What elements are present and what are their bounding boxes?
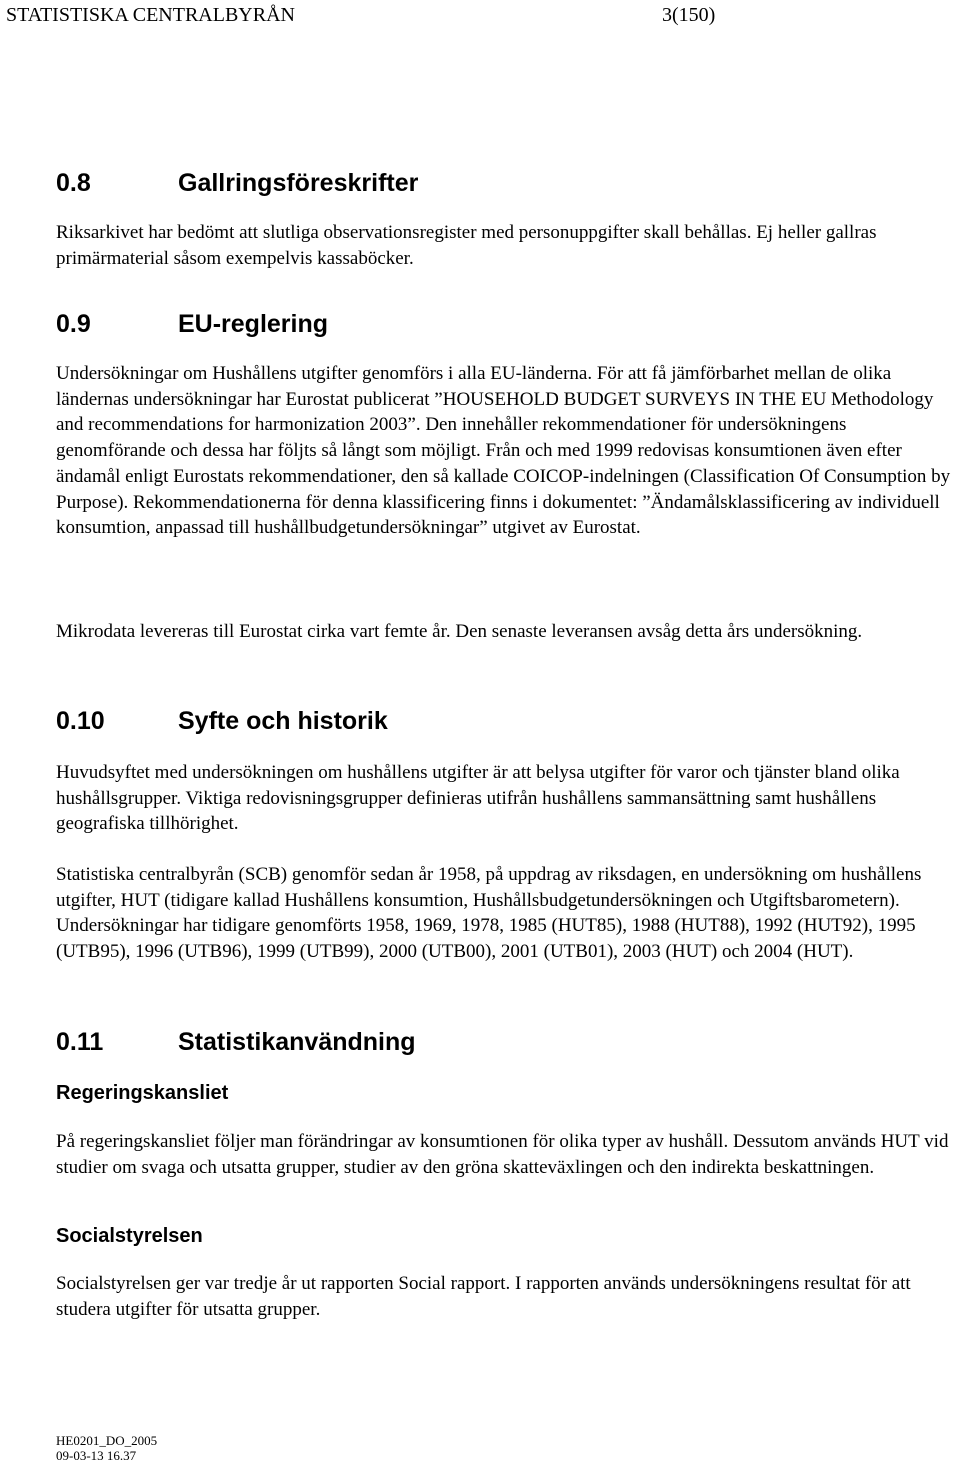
paragraph-eu-reglering: Undersökningar om Hushållens utgifter genomförs i alla EU-länderna. För att få jämförbarhet mellan de olika ländernas undersökningar har Eurostat publicerat ”HOUSEHOLD BUDGET SURVEYS IN THE EU Methodology and recommendations for harmonization 2003”. Den innehåller rekommendationer för undersökningens genomförande och dessa har följts så långt som möjligt. Från och med 1999 redovisas konsumtionen även efter ändamål enligt Eurostats rekommendationer, den så kallade COICOP-indelningen (Classification Of Consumption by Purpose). Rekommendationerna för denna klassificering finns i dokumentet: ”Ändamålsklassificering av individuell konsumtion, anpassad till hushållbudgetundersökningar” utgivet av Eurostat. xyxy=(56,363,951,539)
heading-title: Statistikanvändning xyxy=(178,1028,416,1056)
heading-number: 0.8 xyxy=(56,169,91,197)
heading-syfte-och-historik xyxy=(56,706,388,736)
paragraph-gallring: Riksarkivet har bedömt att slutliga observationsregister med personuppgifter skall behållas. Ej heller gallras primärmaterial såsom exempelvis kassaböcker. xyxy=(56,222,877,269)
heading-number: 0.9 xyxy=(56,310,91,338)
heading-eu-reglering xyxy=(56,309,328,339)
paragraph-scb-historik: Statistiska centralbyrån (SCB) genomför sedan år 1958, på uppdrag av riksdagen, en undersökning om hushållens utgifter, HUT (tidigare kallad Hushållens konsumtion, Hushållsbudgetundersökningen och Utgiftsbarometern). Undersökningar har tidigare genomförts 1958, 1969, 1978, 1985 (HUT85), 1988 (HUT88), 1992 (HUT92), 1995 (UTB95), 1996 (UTB96), 1999 (UTB99), 2000 (UTB00), 2001 (UTB01), 2003 (HUT) och 2004 (HUT). xyxy=(56,864,922,963)
heading-number: 0.10 xyxy=(56,707,105,735)
paragraph-regeringskansliet: På regeringskansliet följer man förändringar av konsumtionen för olika typer av hushåll. Dessutom används HUT vid studier om svaga och utsatta grupper, studier av den gröna skatteväxlingen och den indirekta beskattningen. xyxy=(56,1131,949,1178)
paragraph-huvudsyfte: Huvudsyftet med undersökningen om hushållens utgifter är att belysa utgifter för varor och tjänster bland olika hushållsgrupper. Viktiga redovisningsgrupper definieras utifrån hushållens sammansättning samt hushållens geografiska tillhörighet. xyxy=(56,762,900,835)
page-number: 3(150) xyxy=(662,4,716,26)
footer-datetime: 09-03-13 16.37 xyxy=(56,1448,137,1463)
heading-title: EU-reglering xyxy=(178,310,329,338)
heading-title: Syfte och historik xyxy=(178,707,388,735)
heading-gallringsforeskrifter xyxy=(56,168,418,198)
footer-document-id: HE0201_DO_2005 xyxy=(56,1433,158,1448)
paragraph-socialstyrelsen: Socialstyrelsen ger var tredje år ut rapporten Social rapport. I rapporten används undersökningens resultat för att studera utgifter för utsatta grupper. xyxy=(56,1273,911,1320)
heading-statistikanvandning xyxy=(56,1027,416,1057)
heading-number: 0.11 xyxy=(56,1028,104,1056)
heading-title: Gallringsföreskrifter xyxy=(178,169,419,197)
subheading-regeringskansliet: Regeringskansliet xyxy=(56,1082,229,1104)
header-organization: STATISTISKA CENTRALBYRÅN xyxy=(6,4,295,26)
subheading-socialstyrelsen: Socialstyrelsen xyxy=(56,1225,203,1247)
paragraph-mikrodata: Mikrodata levereras till Eurostat cirka vart femte år. Den senaste leveransen avsåg detta års undersökning. xyxy=(56,621,863,642)
